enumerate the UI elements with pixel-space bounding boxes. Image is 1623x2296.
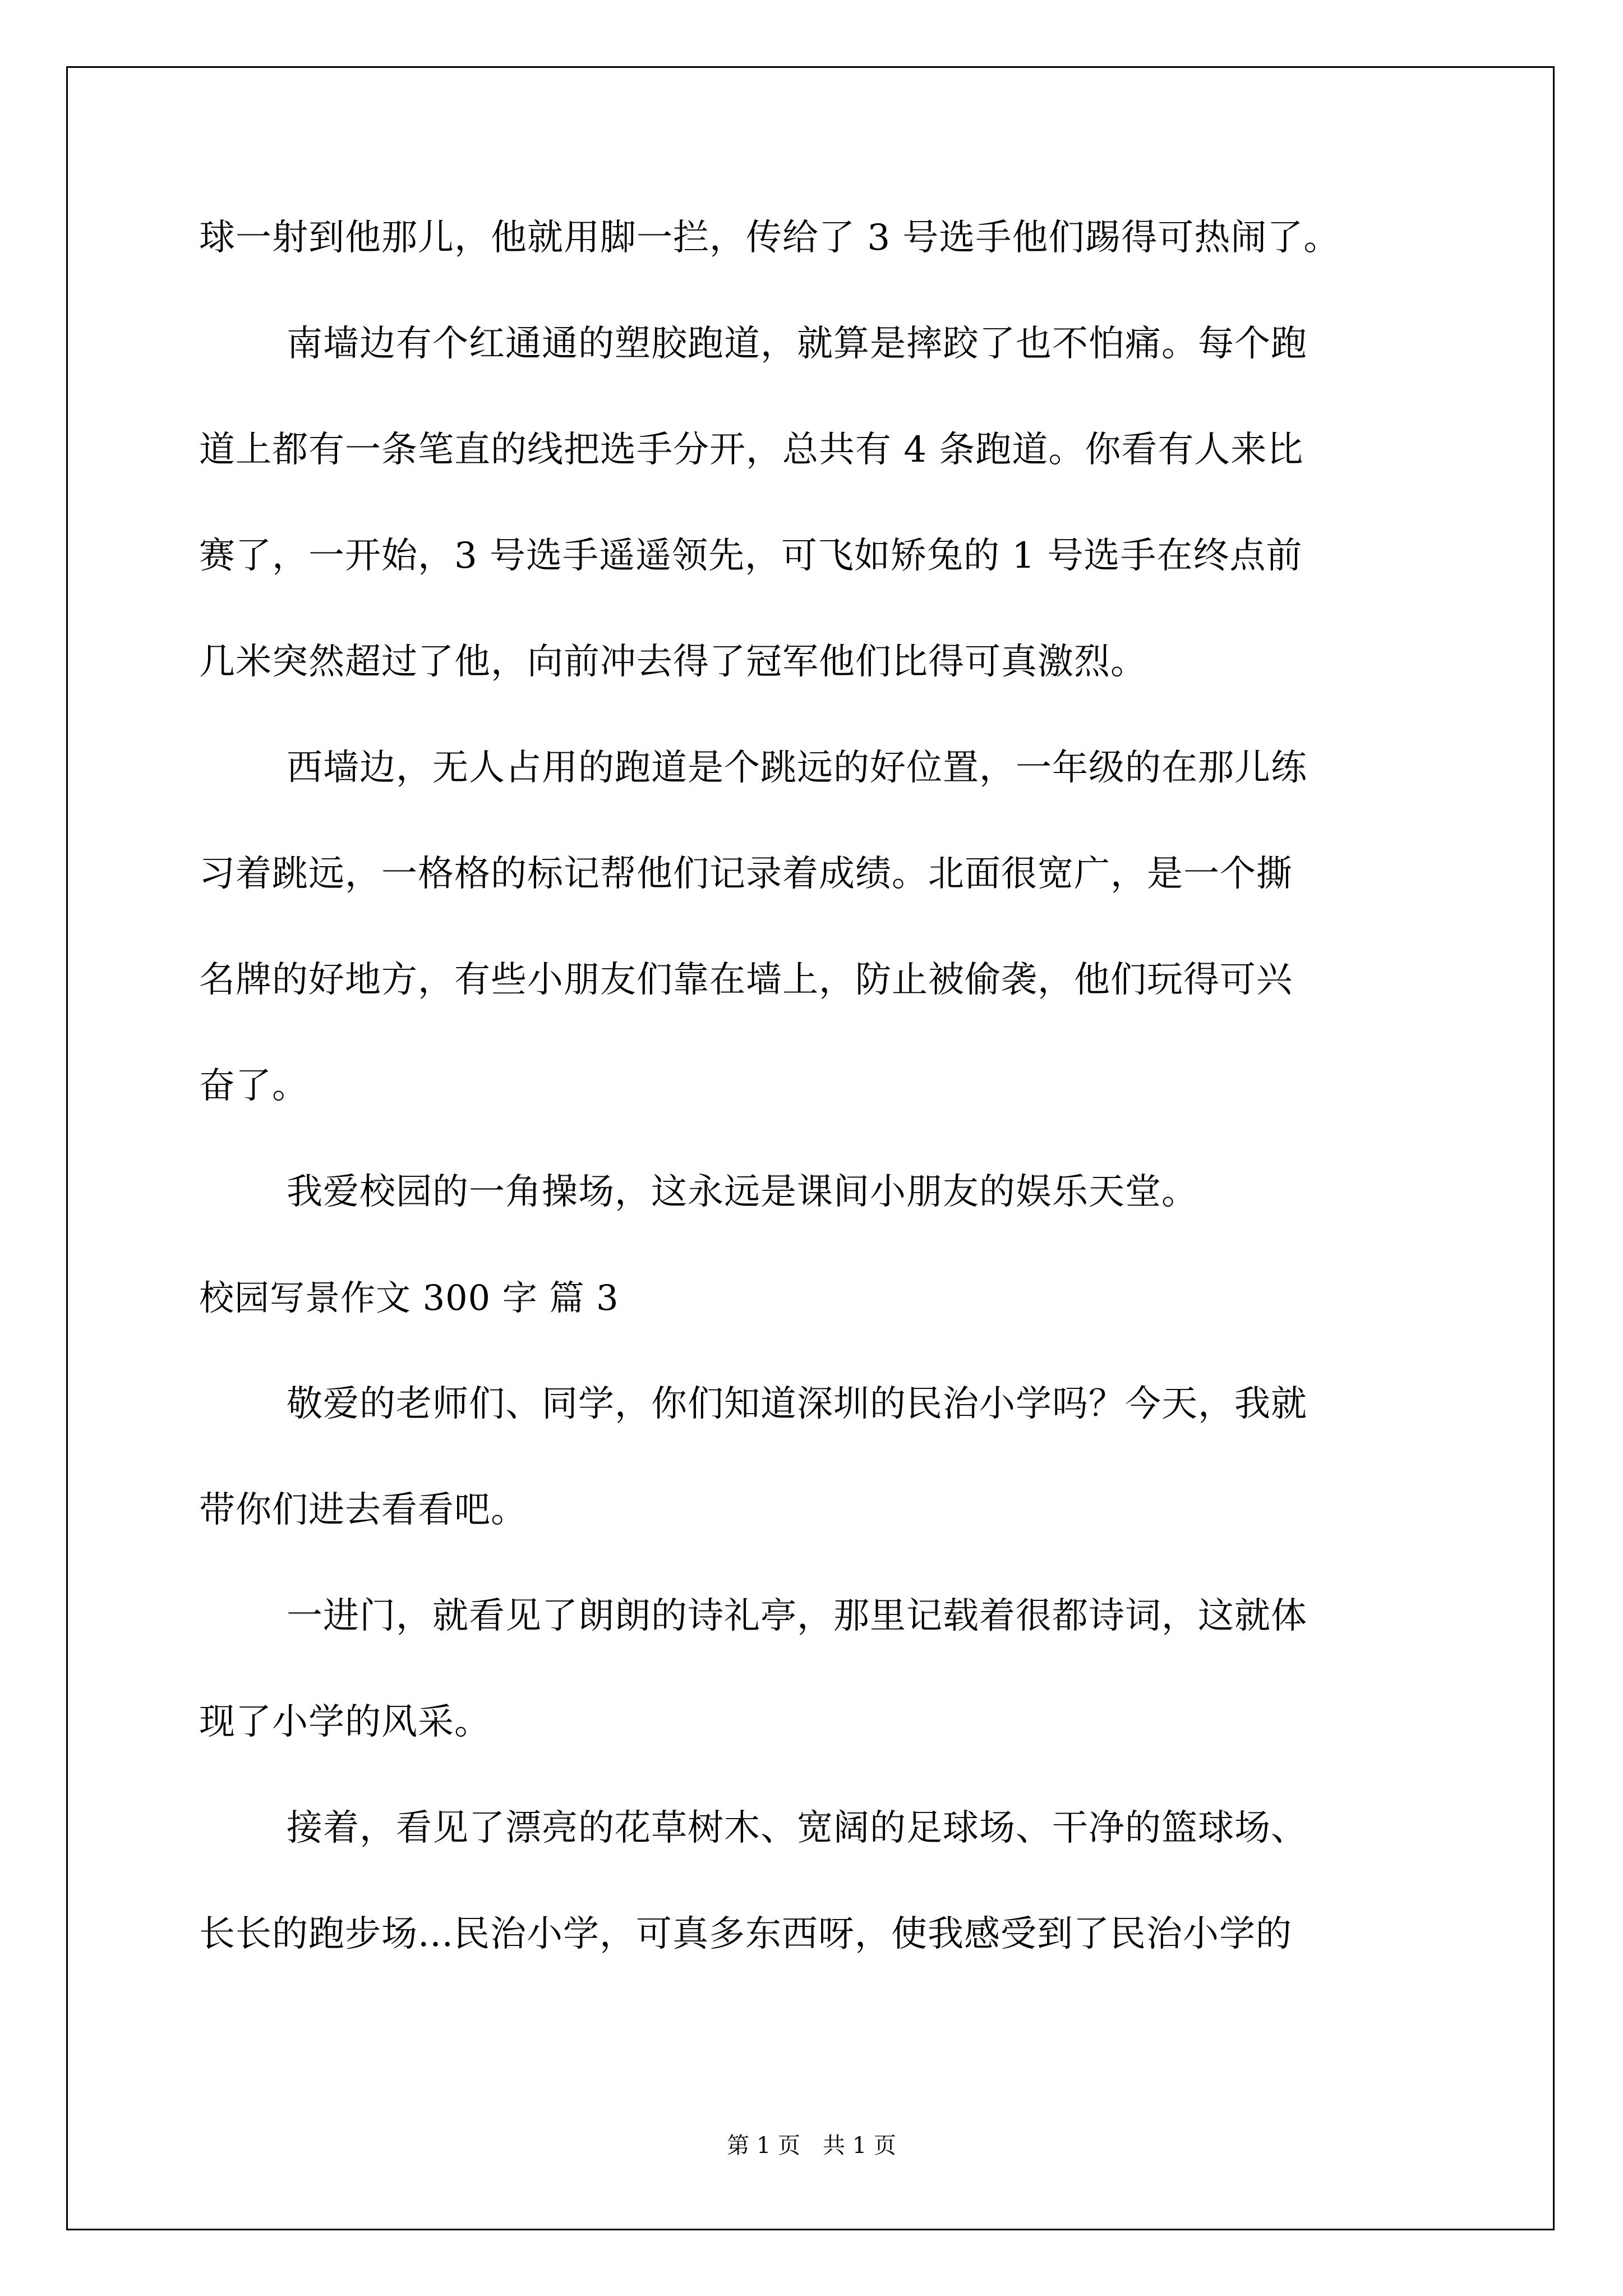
paragraph-line: 南墙边有个红通通的塑胶跑道，就算是摔跤了也不怕痛。每个跑 (287, 323, 1307, 365)
paragraph-line: 名牌的好地方，有些小朋友们靠在墙上，防止被偷袭，他们玩得可兴 (199, 959, 1293, 1001)
paragraph-line: 一进门，就看见了朗朗的诗礼亭，那里记载着很都诗词，这就体 (287, 1595, 1307, 1637)
document-body (199, 212, 1433, 1960)
paragraph-line: 我爱校园的一角操场，这永远是课间小朋友的娱乐天堂。 (287, 1171, 1198, 1213)
paragraph-line: 现了小学的风采。 (199, 1701, 491, 1743)
paragraph-line: 习着跳远，一格格的标记帮他们记录着成绩。北面很宽广，是一个撕 (199, 853, 1293, 895)
paragraph-line: 球一射到他那儿，他就用脚一拦，传给了 3 号选手他们踢得可热闹了。 (199, 217, 1340, 259)
paragraph-line: 赛了，一开始，3 号选手遥遥领先，可飞如矫兔的 1 号选手在终点前 (199, 535, 1303, 577)
paragraph-line: 敬爱的老师们、同学，你们知道深圳的民治小学吗？今天，我就 (287, 1383, 1307, 1425)
paragraph-line: 西墙边，无人占用的跑道是个跳远的好位置，一年级的在那儿练 (287, 747, 1307, 789)
paragraph-line: 带你们进去看看吧。 (199, 1489, 527, 1531)
paragraph-line: 接着，看见了漂亮的花草树木、宽阔的足球场、干净的篮球场、 (287, 1807, 1307, 1849)
paragraph-line: 几米突然超过了他，向前冲去得了冠军他们比得可真激烈。 (199, 641, 1147, 683)
section-heading: 校园写景作文 300 字 篇 3 (199, 1277, 619, 1318)
paragraph-line: 长长的跑步场...民治小学，可真多东西呀，使我感受到了民治小学的 (199, 1913, 1293, 1955)
page-number-footer: 第 1 页 共 1 页 (727, 2133, 896, 2159)
paragraph-line: 道上都有一条笔直的线把选手分开，总共有 4 条跑道。你看有人来比 (199, 429, 1304, 471)
paragraph-line: 奋了。 (199, 1065, 308, 1107)
